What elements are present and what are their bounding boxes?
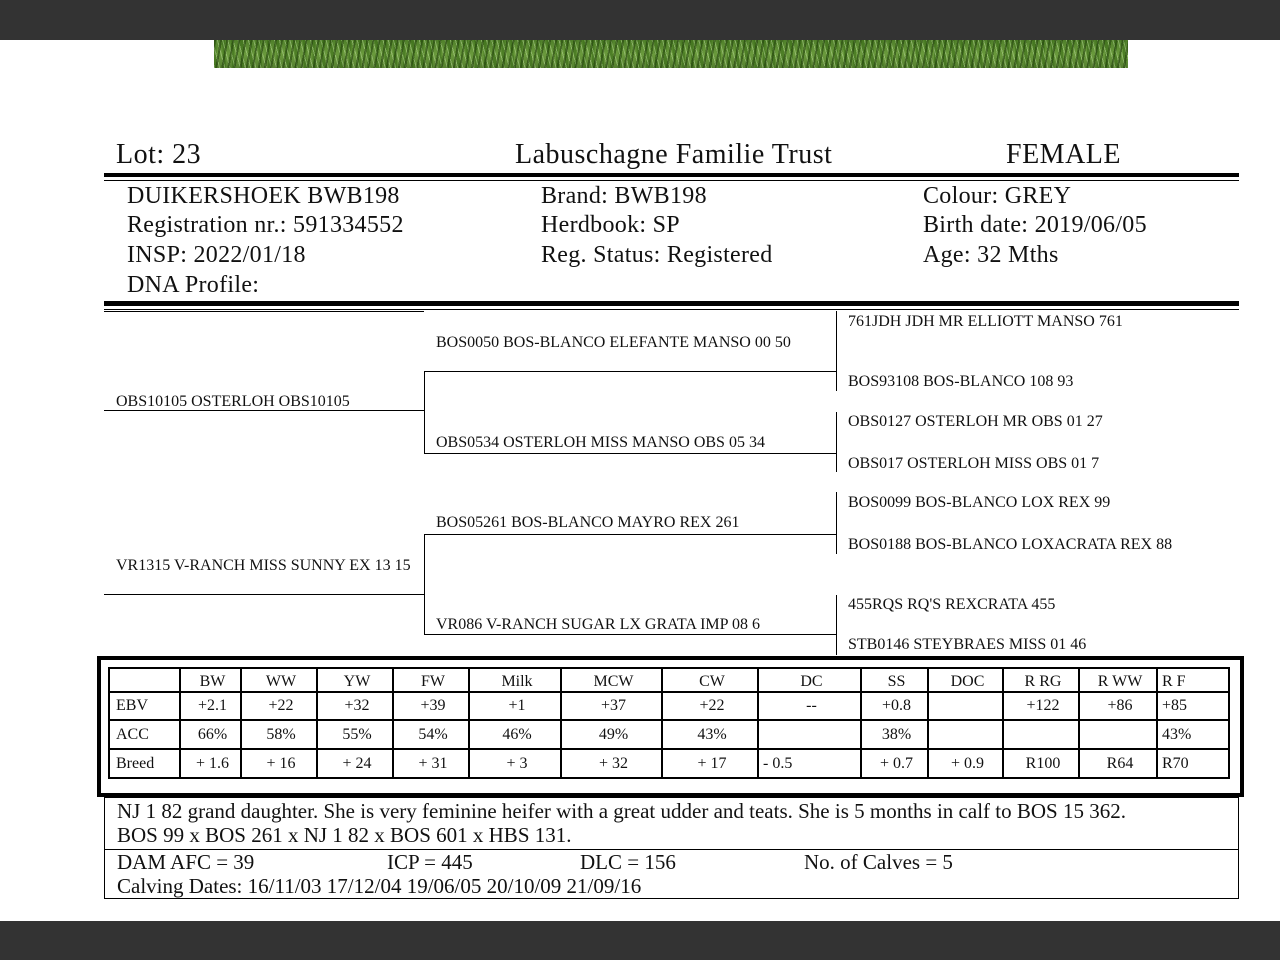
table-cell: +2.1 — [180, 692, 241, 720]
table-cell: R64 — [1079, 749, 1157, 778]
column-header: MCW — [561, 668, 662, 692]
dam: VR1315 V-RANCH MISS SUNNY EX 13 15 — [116, 557, 411, 574]
age: Age: 32 Mths — [923, 242, 1059, 268]
table-cell: 58% — [241, 720, 317, 749]
comment-line-1: NJ 1 82 grand daughter. She is very feminine heifer with a great udder and teats. She is 5 months in calf to BOS 15 362. — [117, 799, 1126, 823]
column-header: R WW — [1079, 668, 1157, 692]
lot-number: Lot: 23 — [116, 139, 202, 170]
table-cell: + 32 — [561, 749, 662, 778]
great-grandparent: BOS93108 BOS-BLANCO 108 93 — [848, 373, 1074, 390]
dna-profile: DNA Profile: — [127, 272, 260, 298]
info-rule-thin — [104, 309, 1239, 310]
row-label: EBV — [109, 692, 180, 720]
header-rule-thin — [104, 180, 1239, 181]
column-header: CW — [662, 668, 758, 692]
dam-sire: BOS05261 BOS-BLANCO MAYRO REX 261 — [436, 514, 740, 531]
column-header — [109, 668, 180, 692]
great-grandparent: BOS0188 BOS-BLANCO LOXACRATA REX 88 — [848, 536, 1173, 553]
column-header: R RG — [1003, 668, 1079, 692]
breeder-name: Labuschagne Familie Trust — [515, 139, 833, 170]
column-header: FW — [393, 668, 469, 692]
table-cell: +1 — [469, 692, 561, 720]
sex-label: FEMALE — [1006, 139, 1121, 170]
table-row — [109, 720, 1229, 749]
table-cell: +122 — [1003, 692, 1079, 720]
sire-sire: BOS0050 BOS-BLANCO ELEFANTE MANSO 00 50 — [436, 334, 791, 351]
viewer-top-bar — [0, 0, 1280, 40]
table-cell: + 0.7 — [861, 749, 928, 778]
table-cell: 66% — [180, 720, 241, 749]
table-cell: +0.8 — [861, 692, 928, 720]
table-cell: + 17 — [662, 749, 758, 778]
table-cell — [1003, 720, 1079, 749]
table-cell: +37 — [561, 692, 662, 720]
table-cell: + 3 — [469, 749, 561, 778]
dlc: DLC = 156 — [580, 850, 676, 874]
grass-photo — [214, 40, 1128, 68]
table-cell: 54% — [393, 720, 469, 749]
great-grandparent: BOS0099 BOS-BLANCO LOX REX 99 — [848, 494, 1111, 511]
table-row — [109, 749, 1229, 778]
animal-name: DUIKERSHOEK BWB198 — [127, 183, 400, 209]
inspection-date: INSP: 2022/01/18 — [127, 242, 306, 268]
info-rule-thick — [104, 301, 1239, 306]
table-cell: 55% — [317, 720, 393, 749]
colour: Colour: GREY — [923, 183, 1072, 209]
table-row — [109, 692, 1229, 720]
column-header: BW — [180, 668, 241, 692]
table-cell: + 16 — [241, 749, 317, 778]
row-label: ACC — [109, 720, 180, 749]
great-grandparent: OBS0127 OSTERLOH MR OBS 01 27 — [848, 413, 1103, 430]
table-cell — [928, 692, 1003, 720]
table-cell: + 0.9 — [928, 749, 1003, 778]
brand: Brand: BWB198 — [541, 183, 707, 209]
row-label: Breed — [109, 749, 180, 778]
viewer-bottom-bar — [0, 921, 1280, 960]
table-cell — [928, 720, 1003, 749]
column-header: WW — [241, 668, 317, 692]
great-grandparent: STB0146 STEYBRAES MISS 01 46 — [848, 636, 1087, 653]
table-cell: 43% — [1157, 720, 1229, 749]
table-cell: +22 — [241, 692, 317, 720]
column-header: Milk — [469, 668, 561, 692]
column-header: YW — [317, 668, 393, 692]
great-grandparent: 455RQS RQ'S REXCRATA 455 — [848, 596, 1056, 613]
table-cell: +39 — [393, 692, 469, 720]
table-cell: 38% — [861, 720, 928, 749]
comment-line-2: BOS 99 x BOS 261 x NJ 1 82 x BOS 601 x HBS 131. — [117, 823, 572, 847]
table-cell: -- — [758, 692, 861, 720]
table-cell: +85 — [1157, 692, 1229, 720]
table-cell — [1079, 720, 1157, 749]
dam-afc: DAM AFC = 39 — [117, 850, 255, 874]
birth-date: Birth date: 2019/06/05 — [923, 212, 1147, 238]
table-cell: - 0.5 — [758, 749, 861, 778]
sire: OBS10105 OSTERLOH OBS10105 — [116, 393, 350, 410]
column-header: DC — [758, 668, 861, 692]
table-cell: 43% — [662, 720, 758, 749]
table-cell: +86 — [1079, 692, 1157, 720]
header-rule-thick — [104, 173, 1239, 177]
herdbook: Herdbook: SP — [541, 212, 680, 238]
registration-status: Reg. Status: Registered — [541, 242, 773, 268]
table-cell: +22 — [662, 692, 758, 720]
table-cell: +32 — [317, 692, 393, 720]
great-grandparent: OBS017 OSTERLOH MISS OBS 01 7 — [848, 455, 1100, 472]
table-cell: 49% — [561, 720, 662, 749]
table-cell: + 1.6 — [180, 749, 241, 778]
table-cell: 46% — [469, 720, 561, 749]
table-cell: R100 — [1003, 749, 1079, 778]
table-cell — [758, 720, 861, 749]
number-of-calves: No. of Calves = 5 — [804, 850, 953, 874]
table-header-row — [109, 668, 1229, 692]
column-header: SS — [861, 668, 928, 692]
dam-dam: VR086 V-RANCH SUGAR LX GRATA IMP 08 6 — [436, 616, 760, 633]
table-cell: + 24 — [317, 749, 393, 778]
sire-dam: OBS0534 OSTERLOH MISS MANSO OBS 05 34 — [436, 434, 765, 451]
column-header: DOC — [928, 668, 1003, 692]
great-grandparent: 761JDH JDH MR ELLIOTT MANSO 761 — [848, 313, 1123, 330]
table-cell: + 31 — [393, 749, 469, 778]
icp: ICP = 445 — [387, 850, 473, 874]
registration-number: Registration nr.: 591334552 — [127, 212, 404, 238]
column-header: R F — [1157, 668, 1229, 692]
table-cell: R70 — [1157, 749, 1229, 778]
calving-dates: Calving Dates: 16/11/03 17/12/04 19/06/05 20/10/09 21/09/16 — [117, 874, 642, 898]
ebv-table — [108, 667, 1230, 779]
